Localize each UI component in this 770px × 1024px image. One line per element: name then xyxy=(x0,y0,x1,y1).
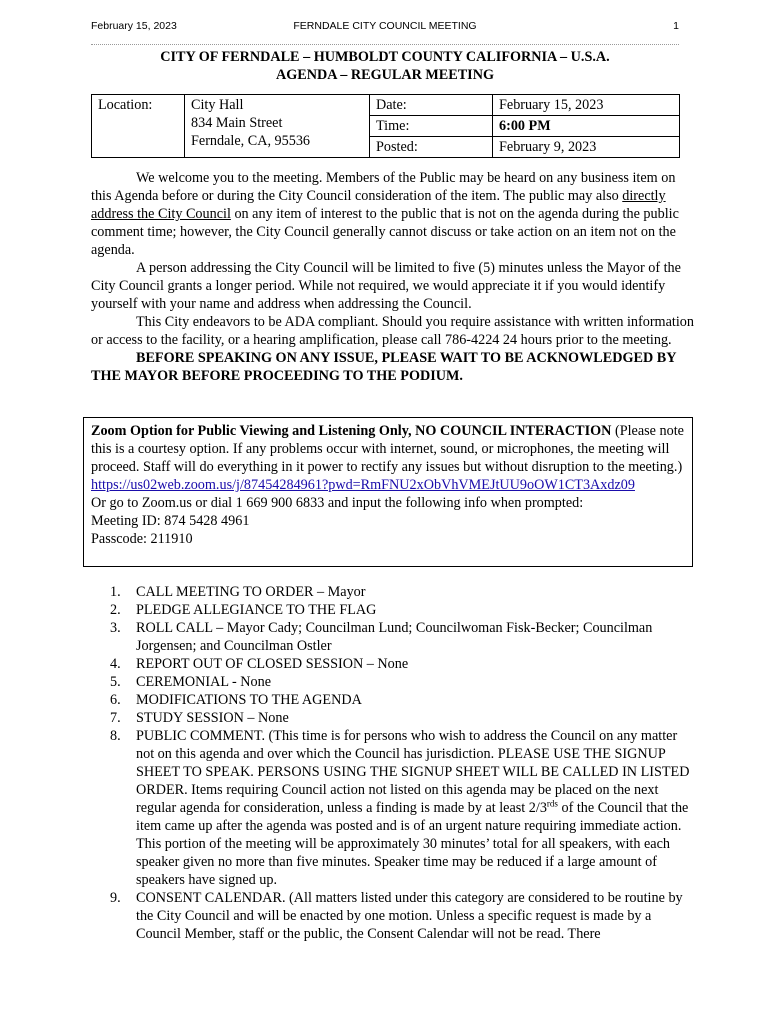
location-value xyxy=(185,95,370,158)
location-line: 834 Main Street xyxy=(191,115,283,131)
item-text: ROLL CALL – Mayor Cady; Councilman Lund; Councilwoman Fisk-Becker; Councilman Jorgensen; and Councilman Ostler xyxy=(136,620,653,654)
agenda-item xyxy=(91,673,697,691)
header-divider xyxy=(91,44,679,45)
agenda-item xyxy=(91,709,697,727)
date-label: Date: xyxy=(370,95,493,116)
zoom-dial-instructions: Or go to Zoom.us or dial 1 669 900 6833 and input the following info when prompted: xyxy=(91,495,584,511)
agenda-item xyxy=(91,583,697,601)
agenda-item xyxy=(91,655,697,673)
header-date: February 15, 2023 xyxy=(91,20,177,32)
item-text: CALL MEETING TO ORDER – Mayor xyxy=(136,584,366,600)
document-title xyxy=(91,48,679,84)
item-number: 3. xyxy=(110,620,121,636)
item-text: CEREMONIAL - None xyxy=(136,674,272,690)
location-line: City Hall xyxy=(191,97,244,113)
zoom-note: (Please note this is a courtesy option. If any problems occur with internet, sound, or microphones, the meeting will proceed. Staff will do everything in it power to rectify any issues but without disruption to the meeting.) xyxy=(91,423,684,475)
item-number: 1. xyxy=(110,584,121,600)
item-number: 8. xyxy=(110,728,121,744)
zoom-heading: Zoom Option for Public Viewing and Listening Only, NO COUNCIL INTERACTION xyxy=(91,423,612,439)
agenda-list xyxy=(91,583,697,943)
date-value: February 15, 2023 xyxy=(493,95,680,116)
item-text: CONSENT CALENDAR. (All matters listed under this category are considered to be routine by the City Council and will be enacted by one motion. Unless a specific request is made by a Council Member, staff or the public, the Consent Calendar will not be read. There xyxy=(136,890,683,942)
item-text: PUBLIC COMMENT. (This time is for persons who wish to address the Council on any matter not on this agenda and over which the Council has jurisdiction. PLEASE USE THE SIGNUP SHEET TO SPEAK. PERSONS USING THE SIGNUP SHEET WILL BE CALLED IN LISTED ORDER. Items requiring Council action not listed on this agenda may be placed on the next regular agenda for consideration, unless a finding is made by at least 2/3 xyxy=(136,728,690,816)
item-number: 6. xyxy=(110,692,121,708)
item-superscript: rds xyxy=(546,798,558,809)
address-council-link[interactable]: directly address the City Council xyxy=(91,188,666,222)
acknowledgement-notice: BEFORE SPEAKING ON ANY ISSUE, PLEASE WAIT TO BE ACKNOWLEDGED BY THE MAYOR BEFORE PROCEEDING TO THE PODIUM. xyxy=(91,350,676,384)
item-number: 2. xyxy=(110,602,121,618)
title-line-1: CITY OF FERNDALE – HUMBOLDT COUNTY CALIFORNIA – U.S.A. xyxy=(160,49,610,65)
item-text: PLEDGE ALLEGIANCE TO THE FLAG xyxy=(136,602,377,618)
time-limit-paragraph: A person addressing the City Council will be limited to five (5) minutes unless the Mayor of the City Council grants a longer period. While not required, we would appreciate it if you would identify yourself with your name and address when addressing the Council. xyxy=(91,260,681,312)
agenda-item xyxy=(91,727,697,889)
time-label: Time: xyxy=(370,116,493,137)
item-number: 9. xyxy=(110,890,121,906)
agenda-item xyxy=(91,889,697,943)
time-value: 6:00 PM xyxy=(493,116,680,137)
page-header xyxy=(91,20,679,36)
item-text: of the Council that the item came up after the agenda was posted and is of an urgent nature requiring immediate action. This portion of the meeting will be approximately 30 minutes’ total for all speakers, with each speaker given no more than five minutes. Speaker time may be reduced if a large amount of speakers have signed up. xyxy=(136,800,689,888)
agenda-item xyxy=(91,691,697,709)
header-title: FERNDALE CITY COUNCIL MEETING xyxy=(293,20,477,32)
zoom-info-box xyxy=(83,417,693,567)
item-text: REPORT OUT OF CLOSED SESSION – None xyxy=(136,656,409,672)
intro-text: on any item of interest to the public that is not on the agenda during the public comment time; however, the City Council generally cannot discuss or take action on an item not on the agenda. xyxy=(91,206,679,258)
agenda-item xyxy=(91,619,697,655)
posted-value: February 9, 2023 xyxy=(493,137,680,158)
intro-text: We welcome you to the meeting. Members of the Public may be heard on any business item on this Agenda before or during the City Council consideration of the item. The public may also xyxy=(91,170,676,204)
ada-paragraph: This City endeavors to be ADA compliant. Should you require assistance with written information or access to the facility, or a hearing amplification, please call 786-4224 24 hours prior to the meeting. xyxy=(91,314,694,348)
intro-paragraph xyxy=(91,169,697,259)
location-label: Location: xyxy=(92,95,185,158)
meeting-info-table xyxy=(91,94,680,158)
page-number: 1 xyxy=(673,20,679,32)
location-line: Ferndale, CA, 95536 xyxy=(191,133,311,149)
item-text: MODIFICATIONS TO THE AGENDA xyxy=(136,692,362,708)
zoom-meeting-id: Meeting ID: 874 5428 4961 xyxy=(91,513,250,529)
zoom-passcode: Passcode: 211910 xyxy=(91,531,193,547)
item-number: 5. xyxy=(110,674,121,690)
item-number: 7. xyxy=(110,710,121,726)
title-line-2: AGENDA – REGULAR MEETING xyxy=(276,67,494,83)
intro-section xyxy=(91,169,697,385)
item-number: 4. xyxy=(110,656,121,672)
posted-label: Posted: xyxy=(370,137,493,158)
agenda-item xyxy=(91,601,697,619)
item-text: STUDY SESSION – None xyxy=(136,710,289,726)
zoom-link[interactable]: https://us02web.zoom.us/j/87454284961?pwd=RmFNU2xObVhVMEJtUU9oOW1CT3Axdz09 xyxy=(91,477,635,493)
zoom-description xyxy=(91,422,686,476)
